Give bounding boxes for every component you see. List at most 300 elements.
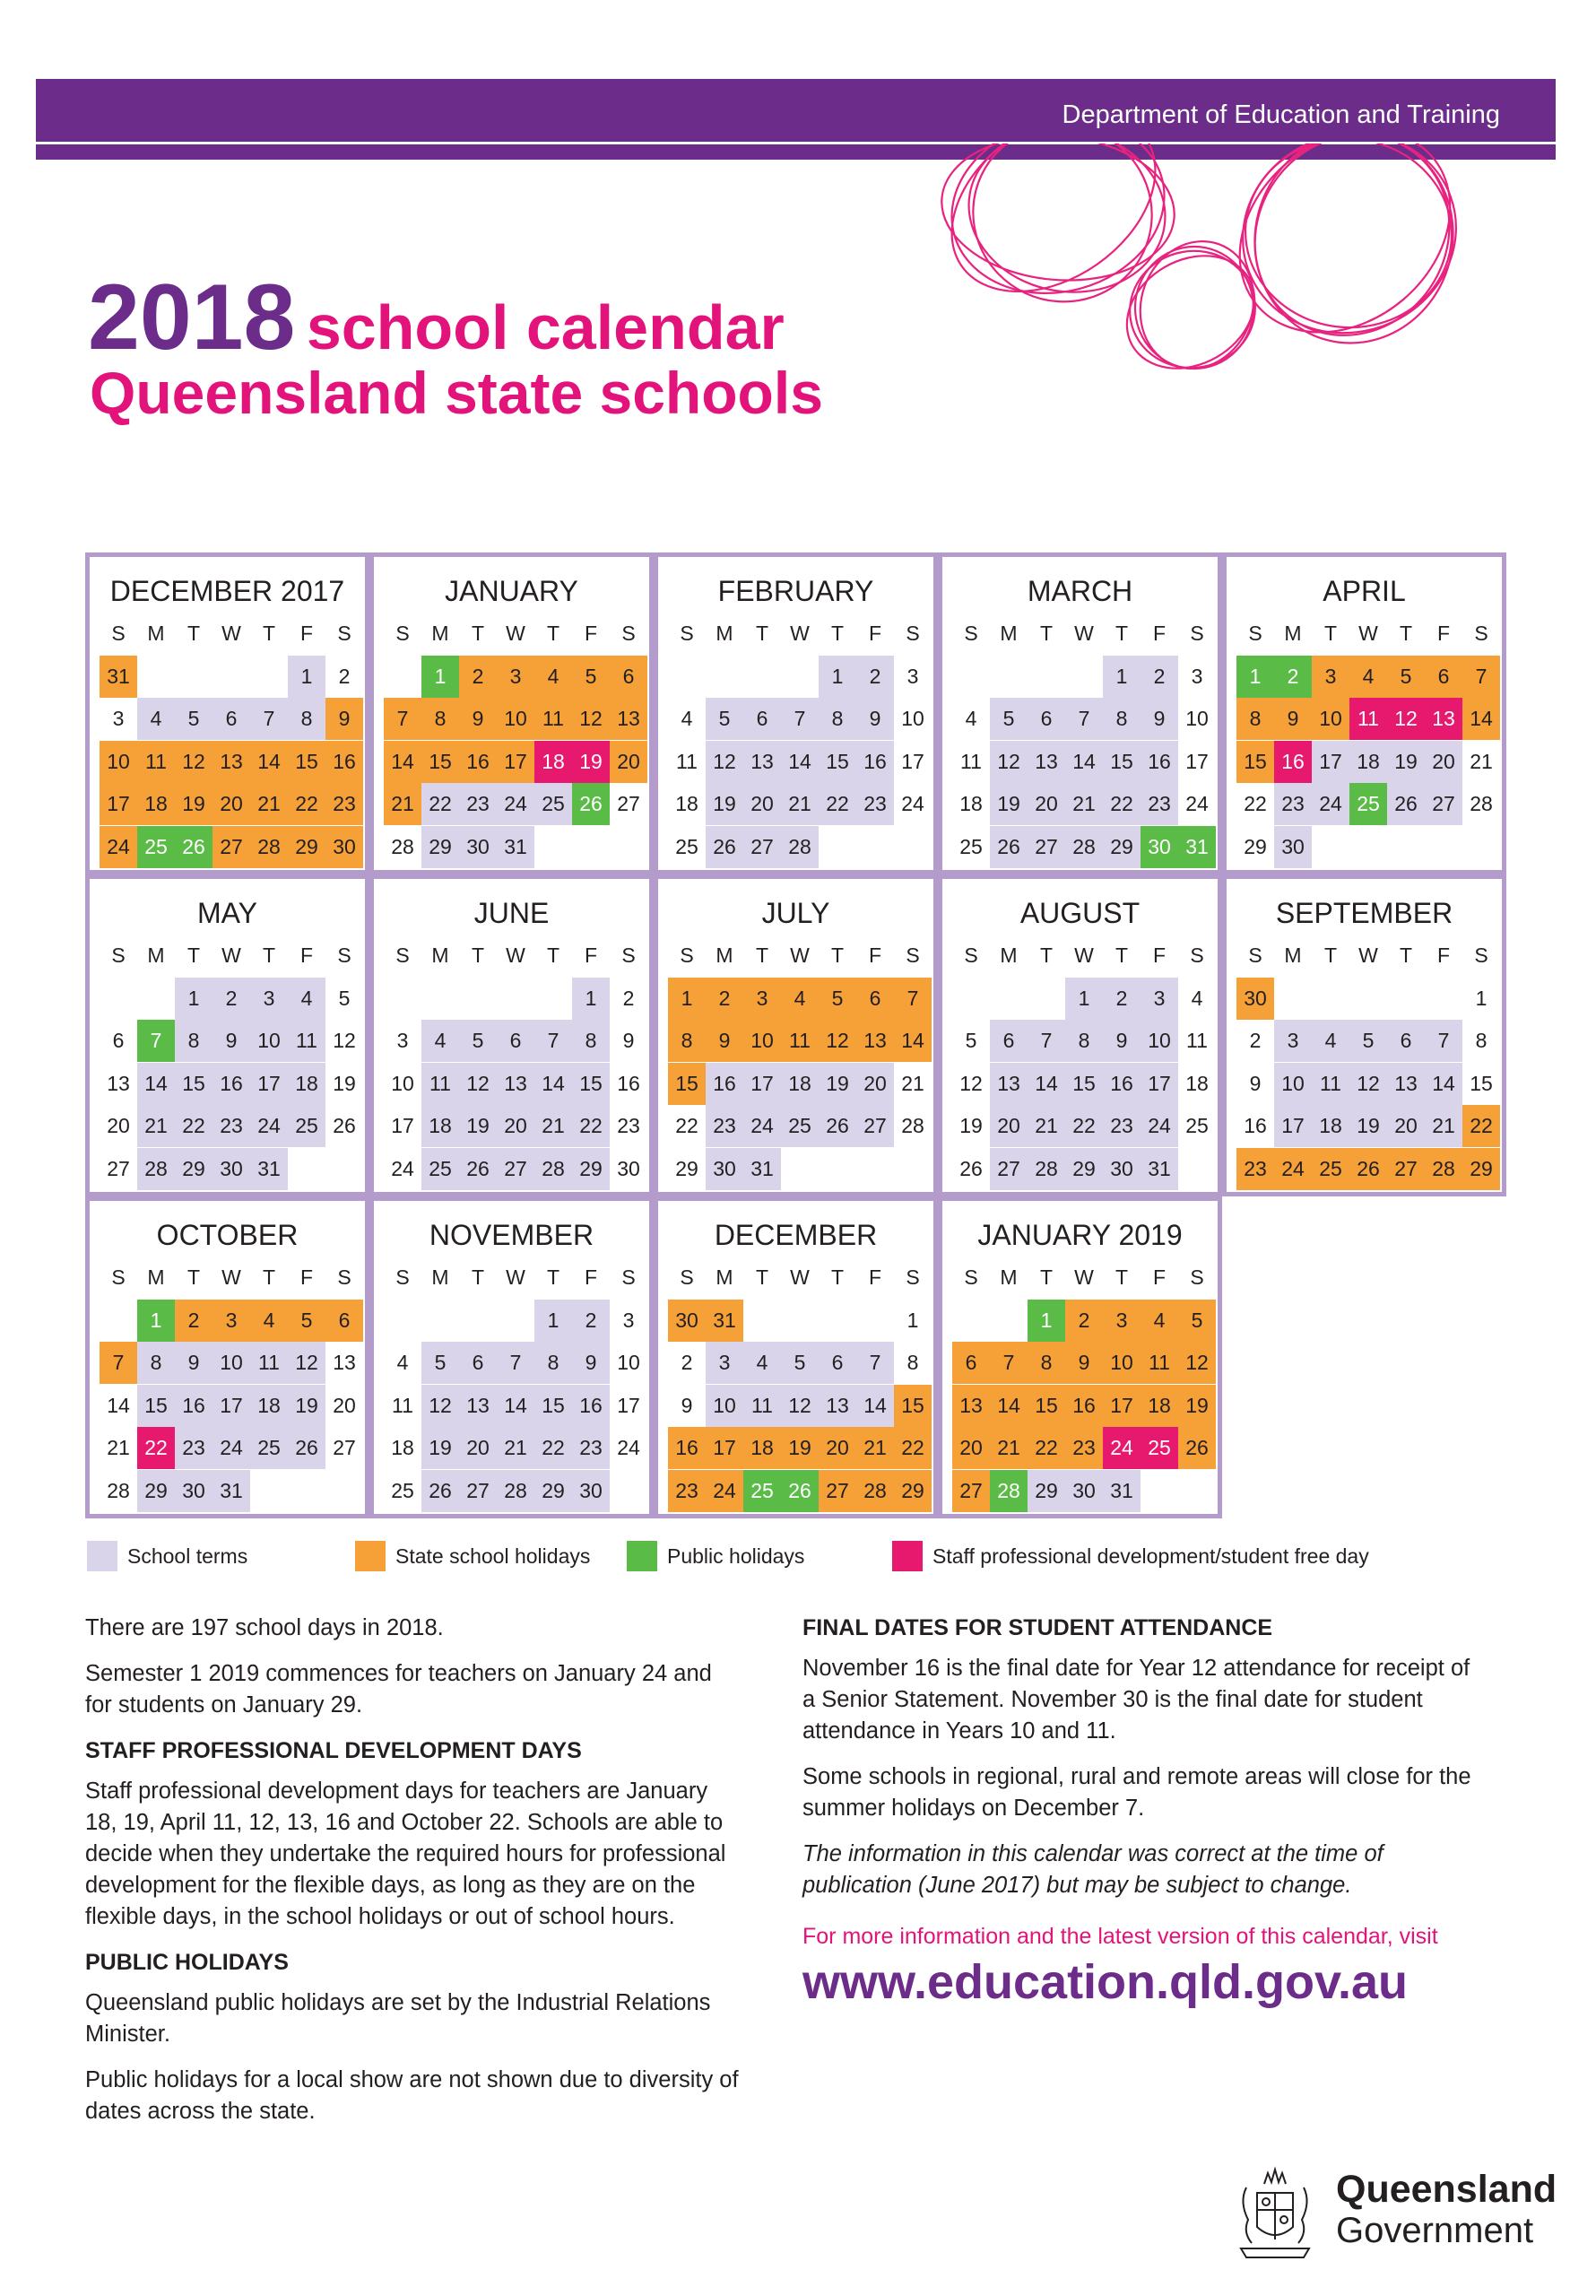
- day-cell: 4: [681, 707, 693, 730]
- month-name: AUGUST: [1019, 897, 1141, 929]
- day-cell: 1: [288, 656, 325, 698]
- day-cell: 13: [497, 1063, 534, 1105]
- day-cell: 12: [175, 741, 213, 783]
- day-cell: 14: [1028, 1063, 1065, 1105]
- month-name: JUNE: [473, 897, 550, 929]
- day-cell: 23: [1065, 1427, 1103, 1469]
- weekday-label: S: [111, 944, 126, 967]
- day-cell: 21: [1028, 1105, 1065, 1147]
- day-cell: 15: [819, 741, 856, 783]
- day-cell: 1: [1028, 1300, 1065, 1342]
- day-cell: 13: [1425, 698, 1462, 740]
- day-cell: 9: [622, 1029, 635, 1052]
- day-cell: 20: [743, 783, 781, 825]
- day-cell: 8: [1103, 698, 1141, 740]
- day-cell: 29: [675, 1156, 698, 1180]
- weekday-label: T: [755, 944, 769, 967]
- weekday-label: F: [1152, 622, 1167, 645]
- month-august: [938, 874, 1222, 1196]
- day-cell: 5: [175, 698, 213, 740]
- day-cell: 10: [1103, 1342, 1141, 1384]
- month-december: [654, 1196, 938, 1518]
- day-cell: 5: [421, 1342, 459, 1384]
- day-cell: 15: [668, 1063, 706, 1105]
- day-cell: 20: [1028, 783, 1065, 825]
- day-cell: 16: [213, 1063, 250, 1105]
- day-cell: 19: [572, 741, 610, 783]
- coat-of-arms-icon: [1221, 2157, 1329, 2263]
- day-cell: 8: [1028, 1342, 1065, 1384]
- day-cell: 18: [391, 1436, 414, 1459]
- day-cell: 26: [1178, 1427, 1216, 1469]
- day-cell: 5: [288, 1300, 325, 1342]
- day-cell: 27: [107, 1156, 130, 1180]
- day-cell: 28: [1425, 1148, 1462, 1190]
- day-cell: 31: [1141, 1148, 1178, 1190]
- day-cell: 20: [856, 1063, 894, 1105]
- day-cell: 11: [137, 741, 175, 783]
- day-cell: 10: [706, 1385, 743, 1427]
- day-cell: 11: [676, 749, 698, 773]
- weekday-label: F: [299, 622, 314, 645]
- day-cell: 7: [1065, 698, 1103, 740]
- day-cell: 13: [819, 1385, 856, 1427]
- day-cell: 15: [534, 1385, 572, 1427]
- day-cell: 10: [100, 741, 137, 783]
- day-cell: 26: [572, 783, 610, 825]
- weekday-label: S: [1190, 622, 1204, 645]
- day-cell: 27: [1028, 826, 1065, 868]
- day-cell: 15: [1028, 1385, 1065, 1427]
- day-cell: 7: [137, 1020, 175, 1062]
- day-cell: 2: [856, 656, 894, 698]
- day-cell: 4: [1191, 986, 1203, 1010]
- day-cell: 29: [572, 1148, 610, 1190]
- weekday-label: T: [1039, 944, 1054, 967]
- day-cell: 17: [250, 1063, 288, 1105]
- weekday-label: W: [221, 622, 241, 645]
- day-cell: 25: [137, 826, 175, 868]
- day-cell: 30: [459, 826, 497, 868]
- day-cell: 6: [743, 698, 781, 740]
- day-cell: 23: [175, 1427, 213, 1469]
- day-cell: 23: [856, 783, 894, 825]
- day-cell: 9: [572, 1342, 610, 1384]
- weekday-label: W: [221, 944, 241, 967]
- day-cell: 17: [391, 1114, 414, 1137]
- day-cell: 14: [497, 1385, 534, 1427]
- day-cell: 1: [175, 978, 213, 1020]
- day-cell: 20: [333, 1393, 356, 1417]
- day-cell: 29: [1462, 1148, 1500, 1190]
- day-cell: 3: [622, 1308, 635, 1332]
- day-cell: 12: [706, 741, 743, 783]
- month-january-2019: [938, 1196, 1222, 1518]
- day-cell: 27: [990, 1148, 1028, 1190]
- day-cell: 22: [421, 783, 459, 825]
- day-cell: 4: [250, 1300, 288, 1342]
- day-cell: 20: [952, 1427, 990, 1469]
- day-cell: 25: [250, 1427, 288, 1469]
- day-cell: 8: [572, 1020, 610, 1062]
- day-cell: 7: [894, 978, 932, 1020]
- weekday-label: M: [1284, 622, 1302, 645]
- day-cell: 22: [1462, 1105, 1500, 1147]
- calendar-grid: [85, 552, 1507, 1518]
- day-cell: 3: [1274, 1020, 1312, 1062]
- day-cell: 8: [1236, 698, 1274, 740]
- weekday-label: M: [716, 944, 733, 967]
- day-cell: 10: [617, 1351, 640, 1374]
- day-cell: 20: [610, 741, 647, 783]
- weekday-label: F: [584, 944, 598, 967]
- month-name: NOVEMBER: [429, 1219, 594, 1251]
- day-cell: 11: [1349, 698, 1387, 740]
- day-cell: 16: [1141, 741, 1178, 783]
- day-cell: 17: [1274, 1105, 1312, 1147]
- day-cell: 15: [572, 1063, 610, 1105]
- day-cell: 7: [1028, 1020, 1065, 1062]
- day-cell: 29: [1028, 1470, 1065, 1512]
- day-cell: 23: [459, 783, 497, 825]
- month-name: JULY: [761, 897, 830, 929]
- day-cell: 16: [1103, 1063, 1141, 1105]
- day-cell: 14: [1425, 1063, 1462, 1105]
- weekday-label: F: [1152, 1265, 1167, 1289]
- weekday-label: W: [1358, 944, 1378, 967]
- day-cell: 13: [952, 1385, 990, 1427]
- month-name: MAY: [197, 897, 257, 929]
- day-cell: 15: [288, 741, 325, 783]
- day-cell: 26: [459, 1148, 497, 1190]
- day-cell: 5: [706, 698, 743, 740]
- day-cell: 21: [1065, 783, 1103, 825]
- day-cell: 26: [781, 1470, 819, 1512]
- day-cell: 16: [325, 741, 363, 783]
- day-cell: 26: [1387, 783, 1425, 825]
- weekday-label: W: [790, 944, 810, 967]
- day-cell: 24: [1103, 1427, 1141, 1469]
- day-cell: 11: [288, 1020, 325, 1062]
- weekday-label: W: [790, 1265, 810, 1289]
- day-cell: 17: [497, 741, 534, 783]
- day-cell: 14: [1065, 741, 1103, 783]
- day-cell: 27: [1387, 1148, 1425, 1190]
- day-cell: 1: [1475, 986, 1488, 1010]
- weekday-label: S: [395, 944, 410, 967]
- weekday-label: S: [621, 622, 636, 645]
- day-cell: 4: [534, 656, 572, 698]
- day-cell: 22: [1103, 783, 1141, 825]
- day-cell: 12: [459, 1063, 497, 1105]
- weekday-label: T: [546, 622, 560, 645]
- day-cell: 14: [107, 1393, 130, 1417]
- day-cell: 1: [668, 978, 706, 1020]
- day-cell: 18: [421, 1105, 459, 1147]
- weekday-label: S: [1248, 622, 1262, 645]
- day-cell: 24: [213, 1427, 250, 1469]
- weekday-label: W: [506, 1265, 525, 1289]
- day-cell: 18: [675, 792, 698, 815]
- day-cell: 26: [288, 1427, 325, 1469]
- month-april: [1222, 552, 1506, 874]
- day-cell: 30: [1141, 826, 1178, 868]
- day-cell: 31: [1103, 1470, 1141, 1512]
- month-june: [369, 874, 654, 1196]
- day-cell: 9: [175, 1342, 213, 1384]
- day-cell: 21: [990, 1427, 1028, 1469]
- day-cell: 3: [1141, 978, 1178, 1020]
- day-cell: 31: [213, 1470, 250, 1512]
- weekday-label: T: [755, 622, 769, 645]
- day-cell: 25: [421, 1148, 459, 1190]
- day-cell: 8: [819, 698, 856, 740]
- weekday-label: T: [830, 944, 845, 967]
- day-cell: 24: [250, 1105, 288, 1147]
- day-cell: 23: [1236, 1148, 1274, 1190]
- weekday-label: M: [716, 622, 733, 645]
- day-cell: 22: [288, 783, 325, 825]
- weekday-label: S: [395, 622, 410, 645]
- weekday-label: S: [680, 944, 694, 967]
- weekday-label: T: [471, 944, 485, 967]
- page-title: [88, 265, 785, 371]
- day-cell: 19: [819, 1063, 856, 1105]
- day-cell: 21: [781, 783, 819, 825]
- day-cell: 17: [213, 1385, 250, 1427]
- day-cell: 9: [1065, 1342, 1103, 1384]
- day-cell: 2: [1274, 656, 1312, 698]
- day-cell: 23: [213, 1105, 250, 1147]
- queensland-government-logo: [1221, 2157, 1557, 2265]
- day-cell: 24: [706, 1470, 743, 1512]
- semester-text: Semester 1 2019 commences for teachers on January 24 and for students on January 29.: [85, 1661, 712, 1718]
- day-cell: 13: [1387, 1063, 1425, 1105]
- day-cell: 22: [1028, 1427, 1065, 1469]
- day-cell: 3: [396, 1029, 409, 1052]
- day-cell: 22: [175, 1105, 213, 1147]
- day-cell: 6: [497, 1020, 534, 1062]
- gov-subtitle: Government: [1336, 2211, 1534, 2250]
- weekday-label: W: [506, 944, 525, 967]
- legend-swatch: [87, 1541, 117, 1571]
- day-cell: 4: [1141, 1300, 1178, 1342]
- public-holidays-heading: PUBLIC HOLIDAYS: [85, 1950, 289, 1975]
- weekday-label: T: [755, 1265, 769, 1289]
- weekday-label: W: [1074, 944, 1094, 967]
- weekday-label: M: [431, 622, 449, 645]
- weekday-label: S: [621, 944, 636, 967]
- weekday-label: T: [830, 1265, 845, 1289]
- day-cell: 16: [668, 1427, 706, 1469]
- day-cell: 1: [819, 656, 856, 698]
- weekday-label: F: [584, 1265, 598, 1289]
- day-cell: 2: [1249, 1029, 1262, 1052]
- day-cell: 9: [681, 1393, 693, 1417]
- day-cell: 13: [213, 741, 250, 783]
- day-cell: 28: [107, 1478, 130, 1502]
- day-cell: 23: [706, 1105, 743, 1147]
- day-cell: 5: [338, 986, 351, 1010]
- title-text: school calendar: [306, 292, 785, 362]
- day-cell: 16: [617, 1071, 640, 1095]
- day-cell: 23: [572, 1427, 610, 1469]
- day-cell: 18: [1312, 1105, 1349, 1147]
- day-cell: 1: [1236, 656, 1274, 698]
- day-cell: 31: [706, 1300, 743, 1342]
- month-july: [654, 874, 938, 1196]
- day-cell: 25: [959, 834, 983, 858]
- weekday-label: M: [1000, 1265, 1018, 1289]
- day-cell: 31: [1178, 826, 1216, 868]
- day-cell: 4: [743, 1342, 781, 1384]
- day-cell: 21: [497, 1427, 534, 1469]
- day-cell: 13: [1028, 741, 1065, 783]
- weekday-label: S: [1190, 1265, 1204, 1289]
- day-cell: 12: [781, 1385, 819, 1427]
- day-cell: 12: [990, 741, 1028, 783]
- day-cell: 30: [1274, 826, 1312, 868]
- day-cell: 28: [781, 826, 819, 868]
- day-cell: 6: [1028, 698, 1065, 740]
- website-link[interactable]: www.education.qld.gov.au: [802, 1955, 1409, 2009]
- day-cell: 19: [175, 783, 213, 825]
- day-cell: 22: [572, 1105, 610, 1147]
- legend: [0, 1541, 1596, 1577]
- day-cell: 31: [497, 826, 534, 868]
- title-year: 2018: [88, 265, 296, 370]
- month-september: [1222, 874, 1506, 1196]
- weekday-label: T: [1399, 944, 1413, 967]
- day-cell: 29: [894, 1470, 932, 1512]
- weekday-label: S: [906, 622, 920, 645]
- gov-name: Queensland: [1336, 2168, 1557, 2211]
- day-cell: 3: [1103, 1300, 1141, 1342]
- day-cell: 17: [1312, 741, 1349, 783]
- day-cell: 30: [1065, 1470, 1103, 1512]
- day-cell: 23: [668, 1470, 706, 1512]
- day-cell: 13: [459, 1385, 497, 1427]
- day-cell: 29: [1103, 826, 1141, 868]
- day-cell: 18: [743, 1427, 781, 1469]
- day-cell: 29: [175, 1148, 213, 1190]
- weekday-label: S: [1248, 944, 1262, 967]
- day-cell: 11: [960, 749, 982, 773]
- day-cell: 4: [421, 1020, 459, 1062]
- disclaimer-text: The information in this calendar was correct at the time of publication (June 2017) but may be subject to change.: [802, 1841, 1383, 1898]
- day-cell: 9: [325, 698, 363, 740]
- day-cell: 22: [819, 783, 856, 825]
- day-cell: 9: [1249, 1071, 1262, 1095]
- day-cell: 5: [572, 656, 610, 698]
- weekday-label: T: [546, 1265, 560, 1289]
- day-cell: 24: [497, 783, 534, 825]
- weekday-label: T: [186, 622, 201, 645]
- day-cell: 30: [175, 1470, 213, 1512]
- day-cell: 8: [534, 1342, 572, 1384]
- day-cell: 3: [743, 978, 781, 1020]
- day-cell: 10: [213, 1342, 250, 1384]
- day-cell: 10: [1141, 1020, 1178, 1062]
- day-cell: 10: [743, 1020, 781, 1062]
- weekday-label: T: [546, 944, 560, 967]
- day-cell: 29: [1244, 834, 1267, 858]
- weekday-label: F: [299, 1265, 314, 1289]
- weekday-label: S: [111, 622, 126, 645]
- day-cell: 20: [107, 1114, 130, 1137]
- legend-label: Staff professional development/student free day: [932, 1544, 1369, 1568]
- day-cell: 1: [421, 656, 459, 698]
- weekday-label: W: [1074, 622, 1094, 645]
- day-cell: 7: [497, 1342, 534, 1384]
- day-cell: 26: [959, 1156, 983, 1180]
- day-cell: 17: [1185, 749, 1209, 773]
- weekday-label: S: [680, 1265, 694, 1289]
- day-cell: 19: [1178, 1385, 1216, 1427]
- day-cell: 10: [901, 707, 924, 730]
- day-cell: 2: [213, 978, 250, 1020]
- day-cell: 15: [894, 1385, 932, 1427]
- day-cell: 24: [1274, 1148, 1312, 1190]
- weekday-label: S: [680, 622, 694, 645]
- weekday-label: T: [262, 622, 276, 645]
- day-cell: 25: [675, 834, 698, 858]
- weekday-label: W: [1074, 1265, 1094, 1289]
- day-cell: 18: [1349, 741, 1387, 783]
- day-cell: 11: [743, 1385, 781, 1427]
- day-cell: 8: [421, 698, 459, 740]
- day-cell: 9: [706, 1020, 743, 1062]
- day-cell: 28: [990, 1470, 1028, 1512]
- month-october: [85, 1196, 369, 1518]
- weekday-label: S: [964, 944, 978, 967]
- day-cell: 18: [288, 1063, 325, 1105]
- weekday-label: M: [147, 622, 165, 645]
- day-cell: 23: [617, 1114, 640, 1137]
- day-cell: 11: [1186, 1029, 1208, 1052]
- weekday-label: M: [716, 1265, 733, 1289]
- day-cell: 24: [901, 792, 924, 815]
- day-cell: 29: [534, 1470, 572, 1512]
- weekday-label: S: [964, 622, 978, 645]
- day-cell: 26: [706, 826, 743, 868]
- day-cell: 7: [856, 1342, 894, 1384]
- weekday-label: S: [1190, 944, 1204, 967]
- day-cell: 6: [819, 1342, 856, 1384]
- day-cell: 17: [706, 1427, 743, 1469]
- staff-days-heading: STAFF PROFESSIONAL DEVELOPMENT DAYS: [85, 1738, 582, 1763]
- day-cell: 14: [250, 741, 288, 783]
- day-cell: 24: [1312, 783, 1349, 825]
- day-cell: 3: [906, 664, 919, 688]
- day-cell: 2: [459, 656, 497, 698]
- regional-text: Some schools in regional, rural and remote areas will close for the summer holidays on December 7.: [802, 1764, 1471, 1821]
- day-cell: 16: [706, 1063, 743, 1105]
- day-cell: 11: [781, 1020, 819, 1062]
- weekday-label: T: [1323, 944, 1338, 967]
- day-cell: 28: [137, 1148, 175, 1190]
- day-cell: 14: [534, 1063, 572, 1105]
- day-cell: 25: [1185, 1114, 1209, 1137]
- day-cell: 10: [497, 698, 534, 740]
- day-cell: 25: [1312, 1148, 1349, 1190]
- day-cell: 20: [497, 1105, 534, 1147]
- day-cell: 20: [459, 1427, 497, 1469]
- day-cell: 5: [1178, 1300, 1216, 1342]
- day-cell: 15: [1065, 1063, 1103, 1105]
- weekday-label: T: [262, 1265, 276, 1289]
- day-cell: 6: [112, 1029, 125, 1052]
